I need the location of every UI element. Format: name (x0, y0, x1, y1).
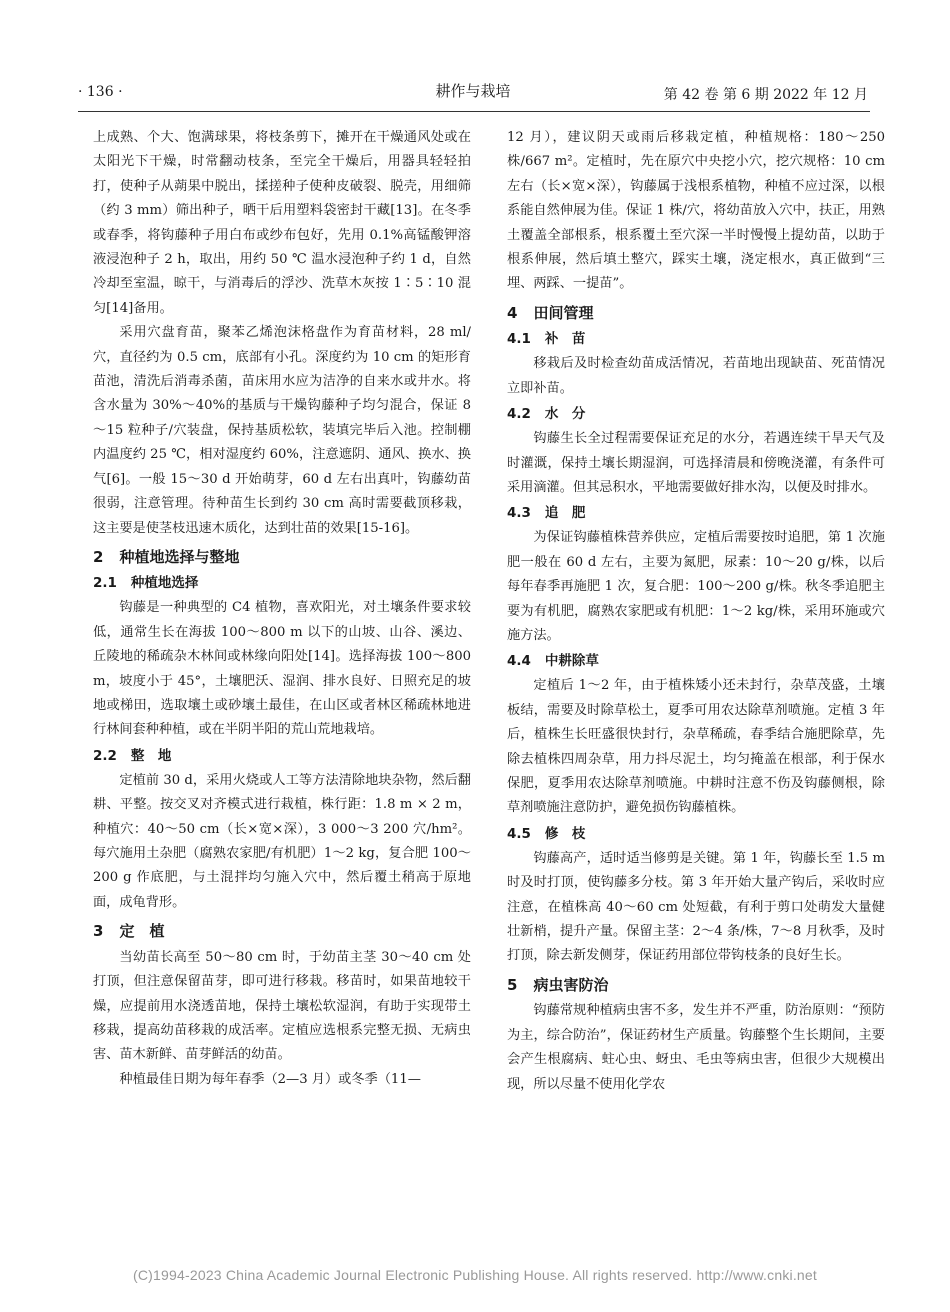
section-title: 定 植 (119, 922, 165, 941)
subsection-title: 补 苗 (544, 331, 586, 348)
subsection-heading (507, 649, 885, 673)
subsection-title: 整 地 (130, 747, 172, 764)
paragraph: 钩藤常规种植病虫害不多，发生并不严重，防治原则：“预防为主，综合防治”，保证药材生产质量。钩藤整个生长期间，主要会产生根腐病、蛀心虫、蚜虫、毛虫等病虫害，但很少大规模出现，所以尽量不使用化学农 (507, 1003, 885, 1092)
paragraph: 钩藤生长全过程需要保证充足的水分，若遇连续干旱天气及时灌溉，保持土壤长期湿润，可选择清晨和傍晚浇灌，有条件可采用滴灌。但其忌积水，平地需要做好排水沟，以便及时排水。 (507, 431, 885, 495)
section-title: 病虫害防治 (533, 975, 609, 994)
subsection-number: 4.3 (507, 505, 531, 522)
paragraph: 移栽后及时检查幼苗成活情况，若苗地出现缺苗、死苗情况立即补苗。 (507, 356, 885, 396)
subsection-title: 中耕除草 (544, 653, 599, 670)
subsection-title: 种植地选择 (130, 575, 199, 592)
left-column (93, 126, 471, 1092)
subsection-number: 2.1 (93, 575, 117, 592)
section-heading (507, 973, 885, 998)
section-number: 2 (93, 547, 104, 566)
section-heading (93, 919, 471, 944)
paragraph: 为保证钩藤植株营养供应，定植后需要按时追肥，第 1 次施肥一般在 60 d 左右，主要为氮肥，尿素：10～20 g/株，以后每年春季再施肥 1 次，复合肥：100～200 g/株。秋冬季追肥主要为有机肥，腐熟农家肥或有机肥：1～2 kg/株，采用环施或穴施方法。 (507, 530, 885, 643)
paragraph: 12 月），建议阴天或雨后移栽定植，种植规格：180～250 株/667 m²。定植时，先在原穴中央挖小穴，挖穴规格：10 cm 左右（长×宽×深），钩藤属于浅根系植物，种植不应过深，以根系能自然伸展为佳。保证 1 株/穴，将幼苗放入穴中，扶正，用熟土覆盖全部根系，根系覆土至穴深一半时慢慢上提幼苗，以助于根系伸展，然后填土整穴，踩实土壤，浇定根水，真正做到“三埋、两踩、一提苗”。 (507, 130, 885, 292)
paragraph: 上成熟、个大、饱满球果，将枝条剪下，摊开在干燥通风处或在太阳光下干燥，时常翻动枝条，至完全干燥后，用器具轻轻拍打，使种子从蒴果中脱出，揉搓种子使种皮破裂、脱壳，用细筛（约 3 mm）筛出种子，晒干后用塑料袋密封干藏[13]。在冬季或春季，将钩藤种子用白布或纱布包好，先用 0.1%高锰酸钾溶液浸泡种子 2 h，取出，用约 50 ℃ 温水浸泡种子约 1 d，自然冷却至室温，晾干，与消毒后的浮沙、洗草木灰按 1∶5∶10 混匀[14]备用。 (93, 130, 471, 316)
subsection-heading (507, 402, 885, 426)
subsection-number: 4.5 (507, 825, 531, 842)
subsection-title: 追 肥 (544, 505, 586, 522)
section-number: 3 (93, 922, 104, 941)
subsection-heading (93, 571, 471, 595)
section-number: 4 (507, 303, 518, 322)
subsection-heading (93, 744, 471, 768)
subsection-number: 2.2 (93, 747, 117, 764)
subsection-number: 4.4 (507, 653, 531, 670)
subsection-title: 修 枝 (544, 825, 586, 842)
issue-info: 第 42 卷 第 6 期 2022 年 12 月 (663, 87, 868, 103)
paragraph: 钩藤是一种典型的 C4 植物，喜欢阳光，对土壤条件要求较低，通常生长在海拔 100～800 m 以下的山坡、山谷、溪边、丘陵地的稀疏杂木林间或林缘向阳处[14]。选择海拔 100～800 m，坡度小于 45°，土壤肥沃、湿润、排水良好、日照充足的坡地或梯田，选取壤土或砂壤土最佳，在山区或者林区稀疏林地进行林间套种种植，或在半阴半阳的荒山荒地栽培。 (93, 600, 471, 738)
section-number: 5 (507, 975, 518, 994)
copyright-footer: (C)1994-2023 China Academic Journal Electronic Publishing House. All rights reserved. http://www.cnki.net (133, 1267, 817, 1283)
page-header (78, 80, 868, 108)
page-number: · 136 · (78, 84, 123, 100)
journal-title: 耕作与栽培 (435, 82, 511, 100)
section-title: 田间管理 (533, 303, 594, 322)
paragraph: 定植前 30 d，采用火烧或人工等方法清除地块杂物，然后翻耕、平整。按交叉对齐模式进行栽植，株行距：1.8 m × 2 m，种植穴：40～50 cm（长×宽×深），3 000～3 200 穴/hm²。每穴施用土杂肥（腐熟农家肥/有机肥）1～2 kg，复合肥 100～200 g 作底肥，与土混拌均匀施入穴中，然后覆土稍高于原地面，成龟背形。 (93, 772, 471, 910)
paragraph: 种植最佳日期为每年春季（2—3 月）或冬季（11— (119, 1071, 421, 1087)
right-column (507, 126, 885, 1097)
subsection-heading (507, 822, 885, 846)
section-heading (93, 545, 471, 570)
paragraph: 采用穴盘育苗，聚苯乙烯泡沫格盘作为育苗材料，28 ml/穴，直径约为 0.5 cm，底部有小孔。深度约为 10 cm 的矩形育苗池，清洗后消毒杀菌，苗床用水应为洁净的自来水或井水。将含水量为 30%～40%的基质与干燥钩藤种子均匀混合，保证 8～15 粒种子/穴装盘，保持基质松软，装填完毕后入池。控制棚内温度约 25 ℃，相对湿度约 60%，注意遮阴、通风、换水、换气[6]。一般 15～30 d 开始萌芽，60 d 左右出真叶，钩藤幼苗很弱，注意管理。待种苗生长到约 30 cm 高时需要截顶移栽，这主要是使茎枝迅速木质化，达到壮苗的效果[15-16]。 (93, 325, 471, 536)
subsection-heading (507, 327, 885, 351)
section-title: 种植地选择与整地 (119, 547, 240, 566)
paragraph: 钩藤高产，适时适当修剪是关键。第 1 年，钩藤长至 1.5 m 时及时打顶，使钩藤多分枝。第 3 年开始大量产钩后，采收时应注意，在植株高 40～60 cm 处短截，有利于剪口处萌发大量健壮新梢，提升产量。保留主茎：2～4 条/株，7～8 月秋季，及时打顶，除去新发侧芽，保证药用部位带钩枝条的良好生长。 (507, 850, 885, 964)
subsection-heading (507, 501, 885, 525)
subsection-title: 水 分 (544, 406, 586, 423)
header-rule (78, 111, 870, 112)
section-heading (507, 301, 885, 326)
paragraph: 定植后 1～2 年，由于植株矮小还未封行，杂草茂盛，土壤板结，需要及时除草松土，夏季可用农达除草剂喷施。定植 3 年后，植株生长旺盛很快封行，杂草稀疏，春季结合施肥除草，先除去植株四周杂草，用力抖尽泥土，均匀掩盖在根部，利于保水保肥，夏季用农达除草剂喷施。中耕时注意不伤及钩藤侧根，除草剂喷施注意防护，避免损伤钩藤植株。 (507, 678, 885, 816)
subsection-number: 4.2 (507, 406, 531, 423)
subsection-number: 4.1 (507, 331, 531, 348)
paragraph: 当幼苗长高至 50～80 cm 时，于幼苗主茎 30～40 cm 处打顶，但注意保留苗芽，即可进行移栽。移苗时，如果苗地较干燥，应提前用水浇透苗地，保持土壤松软湿润，有助于实现带土移栽，提高幼苗移栽的成活率。定植应选根系完整无损、无病虫害、苗木新鲜、苗芽鲜活的幼苗。 (93, 949, 471, 1063)
